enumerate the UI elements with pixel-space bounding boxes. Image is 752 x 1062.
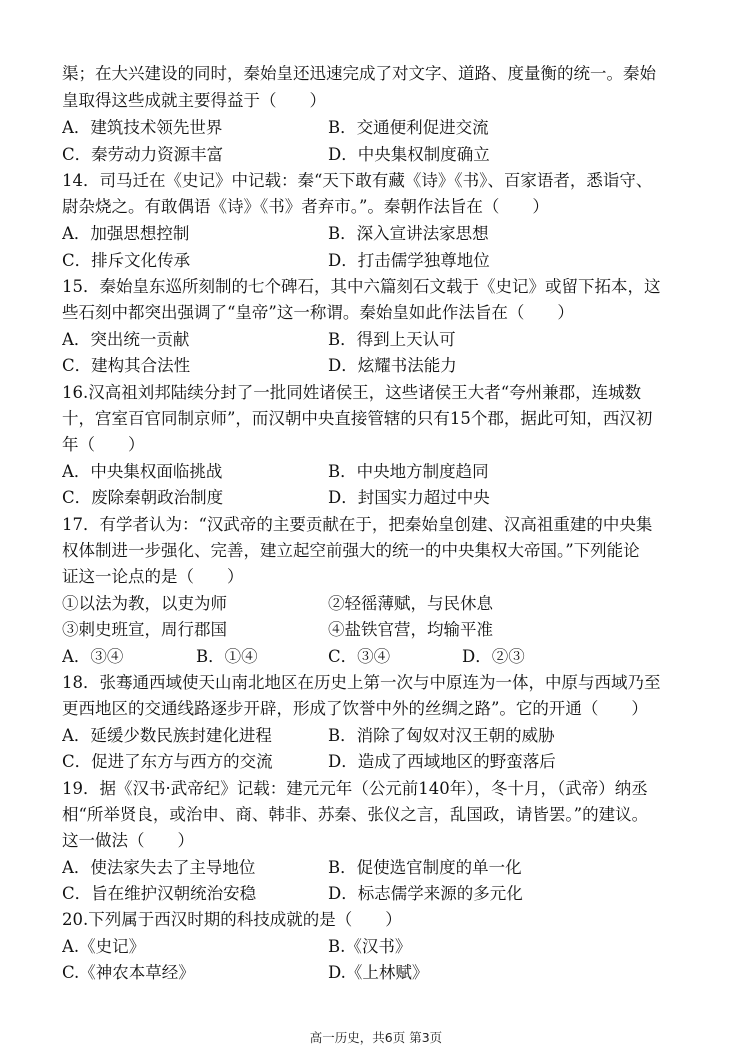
q19-stem-line-1: 19．据《汉书·武帝纪》记载：建元元年（公元前140年），冬十月，（武帝）纳丞 <box>62 779 648 798</box>
q19-stem-line-2: 相“所举贤良，或治申、商、韩非、苏秦、张仪之言，乱国政，请皆罢。”的建议。 <box>62 805 649 824</box>
q17-items-row-2 <box>62 617 712 643</box>
q16-option-d: D．封国实力超过中央 <box>328 488 490 507</box>
q17-item-2: ②轻徭薄赋，与民休息 <box>328 594 493 613</box>
q18-option-a: A．延缓少数民族封建化进程 <box>62 726 272 745</box>
q14-stem-line-1: 14．司马迁在《史记》中记载：秦“天下敢有藏《诗》《书》、百家语者，悉诣守、 <box>62 171 653 190</box>
q17-options-row <box>62 644 712 670</box>
q16-options-row-1 <box>62 459 712 485</box>
q20-options-row-2 <box>62 960 712 986</box>
q15-stem-line-2: 些石刻中都突出强调了“皇帝”这一称谓。秦始皇如此作法旨在（ ） <box>62 303 574 322</box>
q15-options-row-1 <box>62 327 712 353</box>
q17-item-3: ③刺史班宣，周行郡国 <box>62 620 227 639</box>
q13-option-b: B．交通便利促进交流 <box>328 118 489 137</box>
q15-option-c: C．建构其合法性 <box>62 356 191 375</box>
q17-items-row-1 <box>62 591 712 617</box>
q20-option-a: A.《史记》 <box>62 937 146 956</box>
q17-item-1: ①以法为教，以吏为师 <box>62 594 227 613</box>
q13-option-c: C．秦劳动力资源丰富 <box>62 145 224 164</box>
q13-stem-line-2: 皇取得这些成就主要得益于（ ） <box>62 91 326 110</box>
q18-option-d: D．造成了西域地区的野蛮落后 <box>328 752 556 771</box>
q18-option-b: B．消除了匈奴对汉王朝的威胁 <box>328 726 555 745</box>
q19-stem-line-3: 这一做法（ ） <box>62 831 194 850</box>
q15-option-d: D．炫耀书法能力 <box>328 356 457 375</box>
q14-option-d: D．打击儒学独尊地位 <box>328 251 490 270</box>
q18-stem-line-1: 18．张骞通西域使天山南北地区在历史上第一次与中原连为一体，中原与西域乃至 <box>62 673 661 692</box>
q20-option-b: B.《汉书》 <box>328 937 412 956</box>
q16-option-a: A．中央集权面临挑战 <box>62 462 223 481</box>
q20-options-row-1 <box>62 934 712 960</box>
q20-option-c: C.《神农本草经》 <box>62 963 195 982</box>
q19-option-b: B．促使选官制度的单一化 <box>328 858 522 877</box>
q15-option-b: B．得到上天认可 <box>328 330 456 349</box>
q15-option-a: A．突出统一贡献 <box>62 330 190 349</box>
q14-option-a: A．加强思想控制 <box>62 224 190 243</box>
q19-options-row-2 <box>62 881 712 907</box>
q18-option-c: C．促进了东方与西方的交流 <box>62 752 273 771</box>
q13-options-row-2 <box>62 142 712 168</box>
q14-options-row-2 <box>62 248 712 274</box>
q13-stem-line-1: 渠；在大兴建设的同时，秦始皇还迅速完成了对文字、道路、度量衡的统一。秦始 <box>62 64 656 83</box>
q17-stem-line-2: 权体制进一步强化、完善，建立起空前强大的统一的中央集权大帝国。”下列能论 <box>62 541 640 560</box>
q16-options-row-2 <box>62 485 712 511</box>
q18-options-row-1 <box>62 723 712 749</box>
q16-stem-line-3: 年（ ） <box>62 435 145 454</box>
q19-options-row-1 <box>62 855 712 881</box>
page-footer: 高一历史，共6页 第3页 <box>309 1030 443 1045</box>
q17-option-d: D．②③ <box>462 647 525 666</box>
q17-stem-line-3: 证这一论点的是（ ） <box>62 567 244 586</box>
q19-option-a: A．使法家失去了主导地位 <box>62 858 256 877</box>
q18-options-row-2 <box>62 749 712 775</box>
q13-option-d: D．中央集权制度确立 <box>328 145 490 164</box>
q14-options-row-1 <box>62 221 712 247</box>
q16-stem-line-2: 十，宫室百官同制京师”，而汉朝中央直接管辖的只有15个郡，据此可知，西汉初 <box>62 409 653 428</box>
q13-options-row-1 <box>62 115 712 141</box>
q13-option-a: A．建筑技术领先世界 <box>62 118 223 137</box>
q17-item-4: ④盐铁官营，均输平准 <box>328 620 493 639</box>
q17-option-b: B．①④ <box>196 647 258 666</box>
q15-stem-line-1: 15．秦始皇东巡所刻制的七个碑石，其中六篇刻石文载于《史记》或留下拓本，这 <box>62 277 661 296</box>
q20-option-d: D.《上林赋》 <box>328 963 429 982</box>
q17-stem-line-1: 17．有学者认为：“汉武帝的主要贡献在于，把秦始皇创建、汉高祖重建的中央集 <box>62 515 653 534</box>
q16-stem-line-1: 16.汉高祖刘邦陆续分封了一批同姓诸侯王，这些诸侯王大者“夸州兼郡，连城数 <box>62 383 642 402</box>
q17-option-c: C．③④ <box>328 647 391 666</box>
q19-option-d: D．标志儒学来源的多元化 <box>328 884 523 903</box>
q16-option-c: C．废除秦朝政治制度 <box>62 488 224 507</box>
q16-option-b: B．中央地方制度趋同 <box>328 462 489 481</box>
q14-stem-line-2: 尉杂烧之。有敢偶语《诗》《书》者弃市。”。秦朝作法旨在（ ） <box>62 197 549 216</box>
q15-options-row-2 <box>62 353 712 379</box>
q19-option-c: C．旨在维护汉朝统治安稳 <box>62 884 257 903</box>
q14-option-c: C．排斥文化传承 <box>62 251 191 270</box>
q17-option-a: A．③④ <box>62 647 124 666</box>
q18-stem-line-2: 更西地区的交通线路逐步开辟，形成了饮誉中外的丝绸之路”。它的开通（ ） <box>62 699 648 718</box>
q14-option-b: B．深入宣讲法家思想 <box>328 224 489 243</box>
q20-stem-line-1: 20.下列属于西汉时期的科技成就的是（ ） <box>62 910 402 929</box>
